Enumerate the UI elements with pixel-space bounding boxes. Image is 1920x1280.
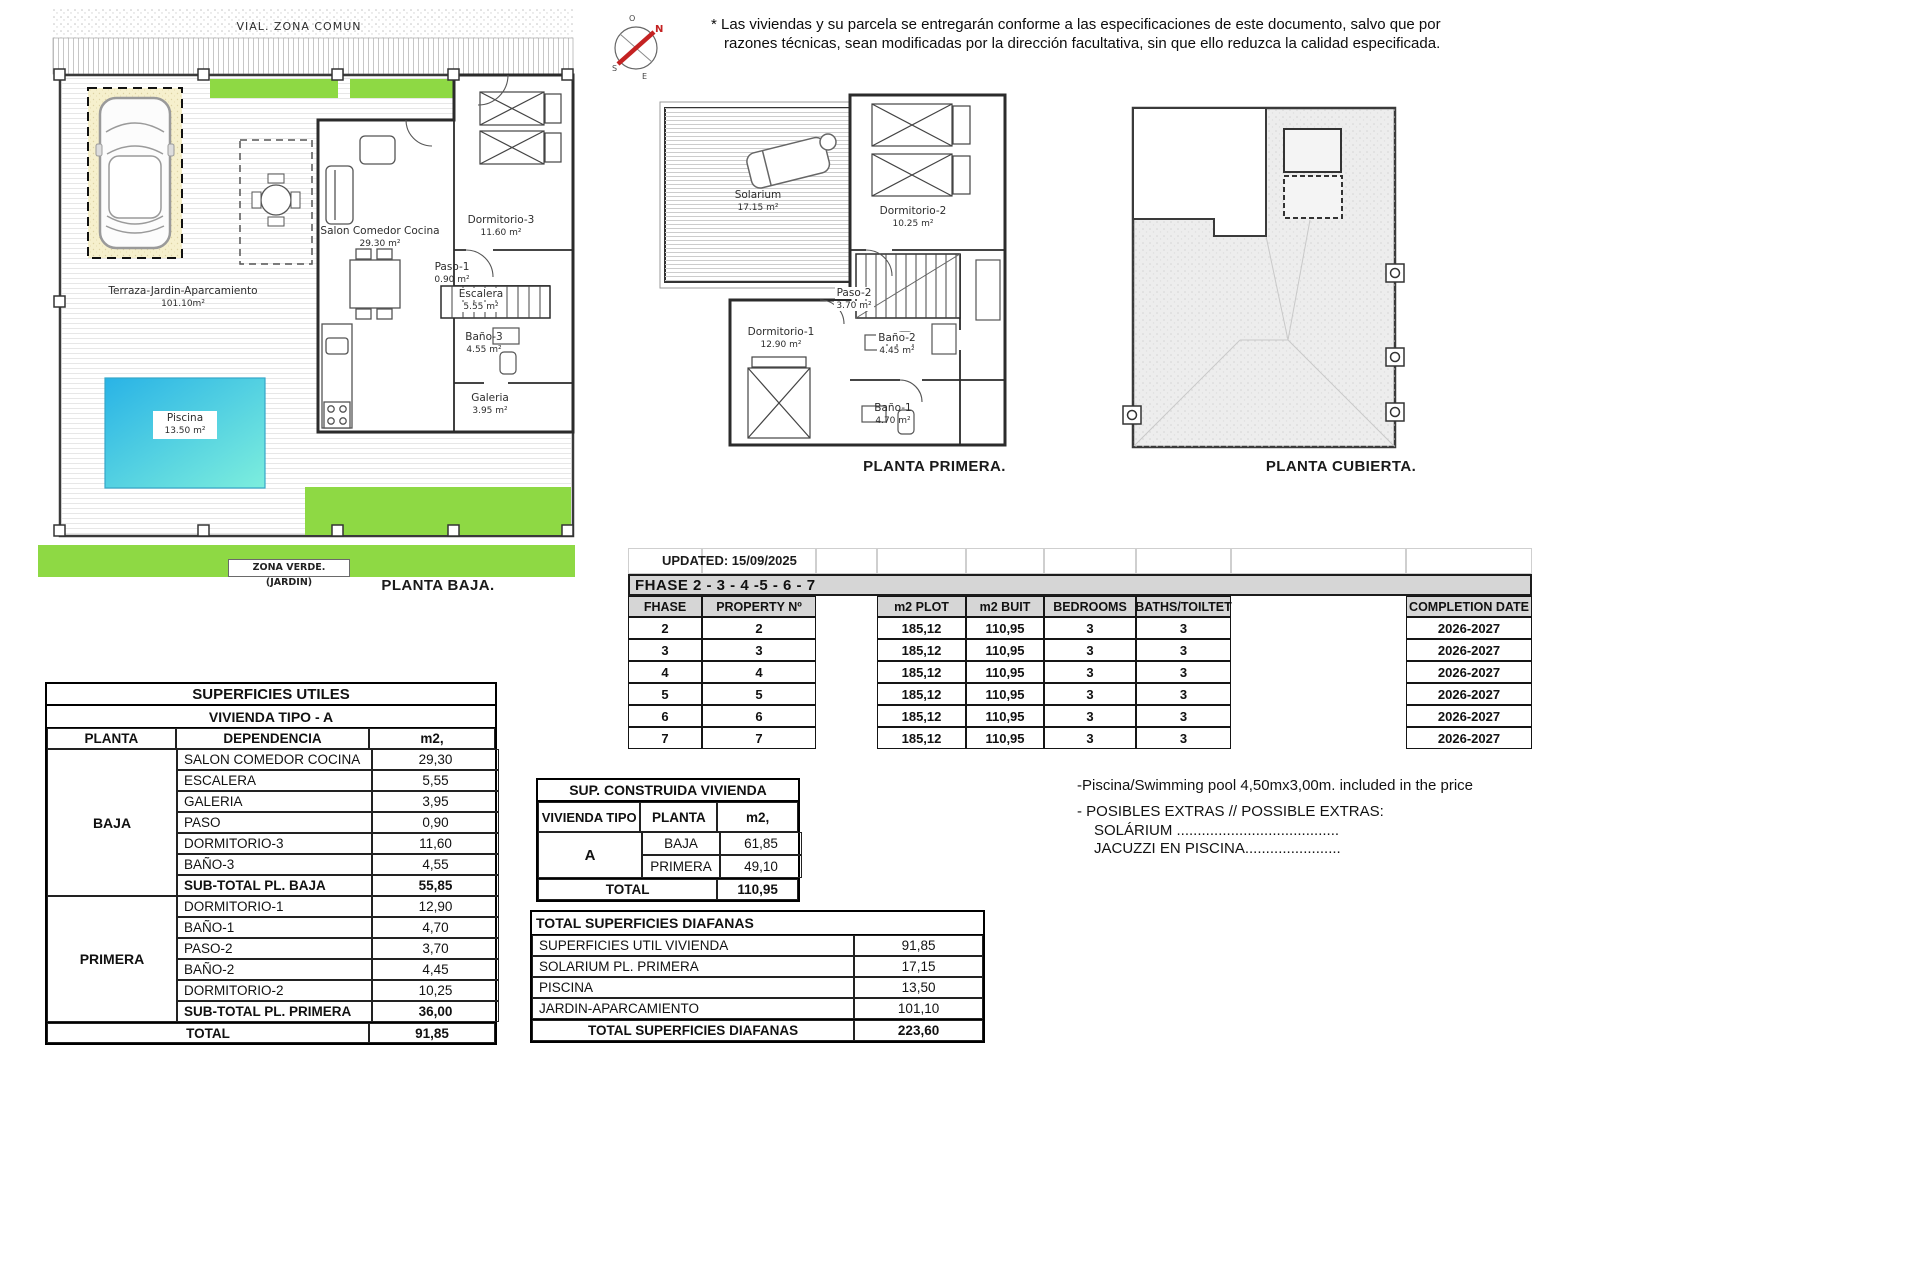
- updated-date: UPDATED: 15/09/2025: [662, 553, 797, 568]
- room-label-bano1: Baño-1 4.70 m²: [874, 402, 912, 426]
- compass-letter-s: S: [612, 64, 618, 73]
- room-label-solarium: Solarium 17.15 m²: [734, 189, 782, 213]
- phase-header-row: [628, 596, 1532, 617]
- sc-row: PRIMERA 49,10: [642, 855, 802, 878]
- su-row: DORMITORIO-2 10,25: [177, 980, 499, 1001]
- sc-tipo: A: [538, 832, 642, 878]
- sc-row: BAJA 61,85: [642, 832, 802, 855]
- col-header-property: PROPERTY Nº: [702, 596, 816, 617]
- room-label-salon: Salon Comedor Cocina 29.30 m²: [320, 225, 440, 249]
- note-extra-solarium: SOLÁRIUM .......................................: [1094, 822, 1340, 839]
- phase-row: 2 2 185,12 110,95 3 3 2026-2027: [628, 617, 1532, 639]
- su-total-row: TOTAL 91,85: [47, 1022, 495, 1043]
- col-header-bedrooms: BEDROOMS: [1044, 596, 1136, 617]
- compass-svg: [606, 8, 668, 86]
- su-header-row: PLANTA DEPENDENCIA m2,: [47, 728, 495, 749]
- phase-updated-row: [628, 548, 1532, 574]
- superficies-utiles-table: [45, 682, 497, 1045]
- compass-letter-n: N: [655, 24, 664, 35]
- note-possible-extras: - POSIBLES EXTRAS // POSSIBLE EXTRAS:: [1077, 803, 1384, 820]
- phase-row: 4 4 185,12 110,95 3 3 2026-2027: [628, 661, 1532, 683]
- su-row: BAÑO-1 4,70: [177, 917, 499, 938]
- phase-row: 5 5 185,12 110,95 3 3 2026-2027: [628, 683, 1532, 705]
- solarium-void: [1133, 108, 1266, 236]
- room-label-dormitorio2: Dormitorio-2 10.25 m²: [879, 205, 947, 229]
- compass-letter-e: E: [642, 72, 648, 81]
- room-label-bano2: Baño-2 4.45 m²: [878, 332, 916, 356]
- su-row: BAÑO-2 4,45: [177, 959, 499, 980]
- title-planta-baja: PLANTA BAJA.: [381, 577, 495, 594]
- df-row: SOLARIUM PL. PRIMERA 17,15: [532, 956, 983, 977]
- planta-primera-drawing: [650, 80, 1020, 480]
- solarium-table: [820, 134, 836, 150]
- su-row: DORMITORIO-3 11,60: [177, 833, 499, 854]
- su-subtotal-row: SUB-TOTAL PL. PRIMERA 36,00: [177, 1001, 499, 1022]
- room-label-bano3: Baño-3 4.55 m²: [465, 331, 503, 355]
- sc-body: [538, 832, 798, 878]
- compass-letter-o: O: [629, 14, 636, 23]
- note-extra-jacuzzi: JACUZZI EN PISCINA.......................: [1094, 840, 1341, 857]
- room-label-escalera: Escalera 5.55 m²: [458, 288, 504, 312]
- diafanas-table: [530, 910, 985, 1043]
- room-label-galeria: Galeria 3.95 m²: [471, 392, 509, 416]
- col-header-completion: COMPLETION DATE: [1406, 596, 1532, 617]
- col-header-baths: BATHS/TOILTET: [1136, 596, 1231, 617]
- su-row: PASO 0,90: [177, 812, 499, 833]
- su-row: BAÑO-3 4,55: [177, 854, 499, 875]
- col-header-fhase: FHASE: [628, 596, 702, 617]
- su-row: PASO-2 3,70: [177, 938, 499, 959]
- title-planta-cubierta: PLANTA CUBIERTA.: [1265, 458, 1417, 475]
- compass-rose: [606, 8, 668, 86]
- car-icon: [96, 98, 174, 248]
- phase-table: [628, 548, 1532, 749]
- skylight-1: [1284, 129, 1341, 172]
- room-label-paso1: Paso-1 0.90 m²: [434, 261, 470, 285]
- phase-row: 6 6 185,12 110,95 3 3 2026-2027: [628, 705, 1532, 727]
- df-row: PISCINA 13,50: [532, 977, 983, 998]
- label-vial-zona-comun: VIAL. ZONA COMUN: [236, 20, 362, 33]
- room-label-dormitorio3: Dormitorio-3 11.60 m²: [467, 214, 535, 238]
- planta-cubierta-svg: [1120, 100, 1470, 480]
- dining-set: [350, 249, 400, 319]
- col-header-built: m2 BUIT: [966, 596, 1044, 617]
- sc-total-row: TOTAL 110,95: [538, 878, 798, 900]
- skylight-2: [1284, 176, 1342, 218]
- wardrobe: [976, 260, 1000, 320]
- planta-primera-svg: [650, 80, 1020, 480]
- phase-banner: FHASE 2 - 3 - 4 -5 - 6 - 7: [628, 574, 1532, 596]
- label-piscina: Piscina 13.50 m²: [153, 411, 217, 439]
- df-row: JARDIN-APARCAMIENTO 101,10: [532, 998, 983, 1019]
- label-terraza-jardin: Terraza-Jardin-Aparcamiento 101.10m²: [108, 285, 258, 309]
- su-title: SUPERFICIES UTILES: [47, 684, 495, 706]
- su-baja-label: BAJA: [47, 749, 177, 896]
- title-planta-primera: PLANTA PRIMERA.: [863, 458, 1006, 475]
- su-row: SALON COMEDOR COCINA 29,30: [177, 749, 499, 770]
- df-total-row: TOTAL SUPERFICIES DIAFANAS 223,60: [532, 1019, 983, 1041]
- bedroom1-bed: [748, 357, 810, 438]
- su-row: DORMITORIO-1 12,90: [177, 896, 499, 917]
- disclaimer-line1: Las viviendas y su parcela se entregarán conforme a las especificaciones de este documento, salvo que por: [721, 16, 1441, 33]
- phase-row: 7 7 185,12 110,95 3 3 2026-2027: [628, 727, 1532, 749]
- col-header-plot: m2 PLOT: [877, 596, 966, 617]
- label-zona-verde: ZONA VERDE. (JARDIN): [228, 559, 350, 577]
- su-row: GALERIA 3,95: [177, 791, 499, 812]
- planta-cubierta-drawing: [1120, 100, 1470, 480]
- note-pool-included: -Piscina/Swimming pool 4,50mx3,00m. included in the price: [1077, 777, 1474, 794]
- sup-construida-table: [536, 778, 800, 902]
- sc-title: SUP. CONSTRUIDA VIVIENDA: [538, 780, 798, 802]
- road-band: [53, 38, 573, 74]
- su-body: [47, 749, 495, 1022]
- su-row: ESCALERA 5,55: [177, 770, 499, 791]
- kitchen-fixtures: [322, 324, 352, 428]
- disclaimer-text: [711, 15, 1511, 53]
- sc-header-row: VIVIENDA TIPO PLANTA m2,: [538, 802, 798, 832]
- room-label-paso2: Paso-2 3.70 m²: [836, 287, 872, 311]
- disclaimer-asterisk: *: [711, 16, 717, 33]
- phase-row: 3 3 185,12 110,95 3 3 2026-2027: [628, 639, 1532, 661]
- df-title: TOTAL SUPERFICIES DIAFANAS: [532, 912, 983, 935]
- su-primera-label: PRIMERA: [47, 896, 177, 1022]
- df-row: SUPERFICIES UTIL VIVIENDA 91,85: [532, 935, 983, 956]
- su-subtotal-row: SUB-TOTAL PL. BAJA 55,85: [177, 875, 499, 896]
- disclaimer-line2: razones técnicas, sean modificadas por la dirección facultativa, sin que ello reduzca la calidad especificada.: [724, 35, 1441, 52]
- room-label-dormitorio1: Dormitorio-1 12.90 m²: [747, 326, 815, 350]
- su-subtitle: VIVIENDA TIPO - A: [47, 706, 495, 728]
